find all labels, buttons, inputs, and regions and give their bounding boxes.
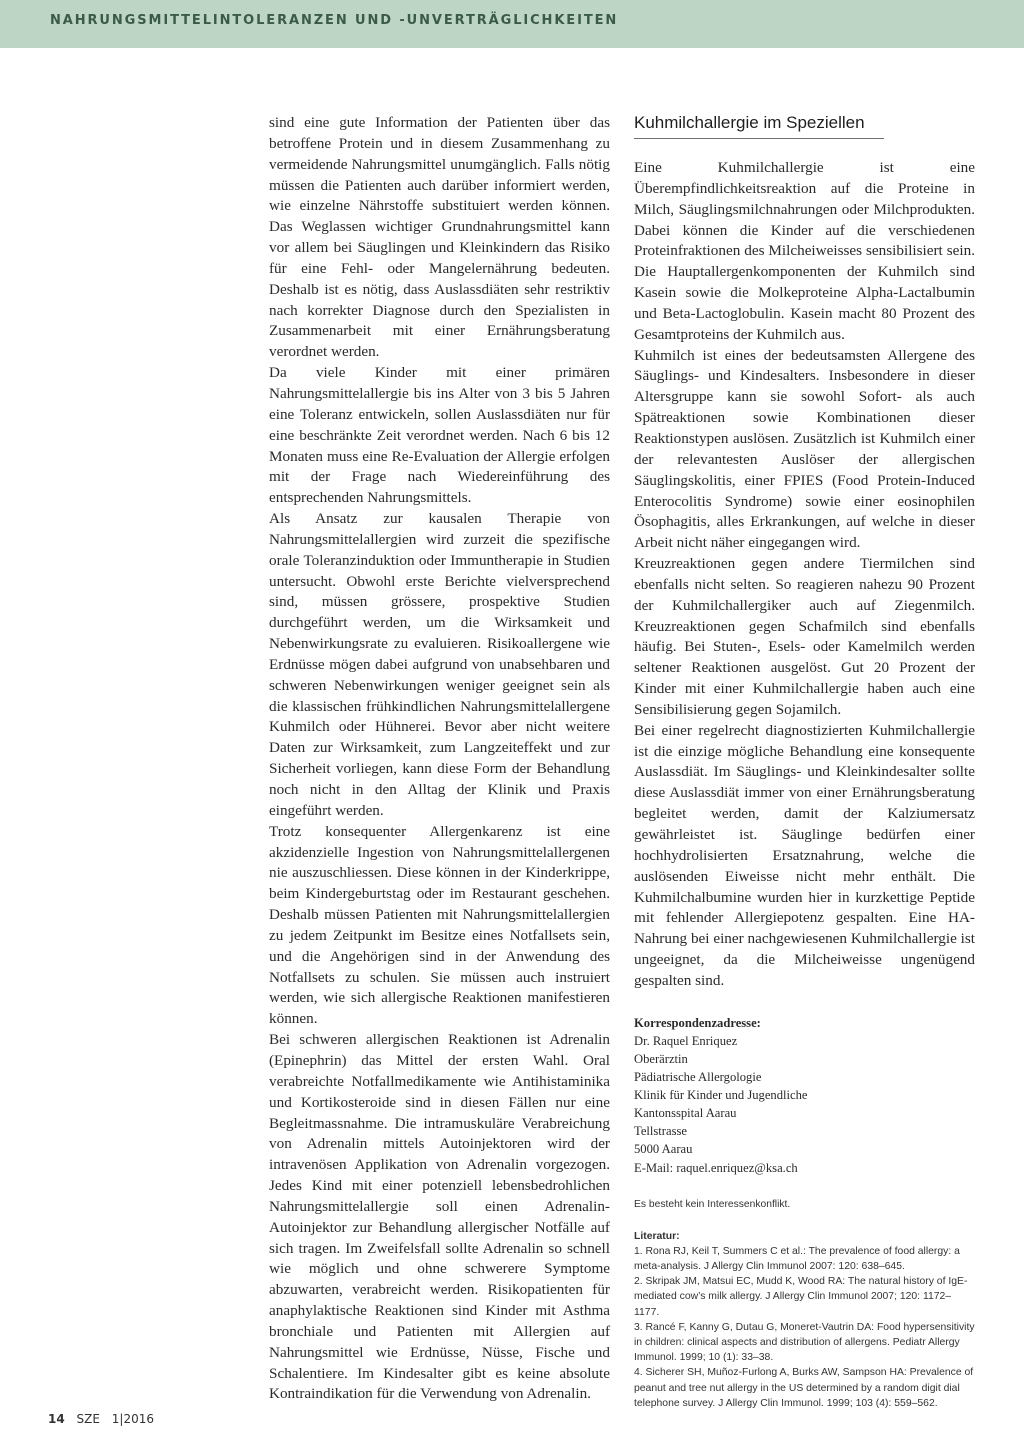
body-paragraph: Da viele Kinder mit einer primären Nahrungsmittelallergie bis ins Alter von 3 bis 5 Jahren eine Toleranz entwickeln, sollen Auslassdiäten nur für eine beschränkte Zeit verordnet werden. Nach 6 bis 12 Monaten muss eine Re-Evaluation der Allergie erfolgen mit der Frage nach Wiedereinführung des entsprechenden Nahrungsmittels. — [269, 364, 610, 507]
left-text-column — [269, 113, 610, 1405]
section-heading: Kuhmilchallergie im Speziellen — [634, 113, 884, 139]
journal-issue: 1|2016 — [111, 1412, 154, 1426]
correspondence-label: Korrespondenzadresse: — [634, 1015, 761, 1030]
right-text-column — [634, 113, 975, 1411]
page-footer — [48, 1412, 154, 1426]
address-line: Tellstrasse — [634, 1124, 687, 1139]
address-line: Oberärztin — [634, 1051, 688, 1066]
page-number: 14 — [48, 1412, 65, 1426]
reference-item: 1. Rona RJ, Keil T, Summers C et al.: The prevalence of food allergy: a meta-analysis. J Allergy Clin Immunol 2007: 120: 638–645. — [634, 1245, 960, 1272]
literature-list — [634, 1229, 975, 1411]
body-paragraph: Bei schweren allergischen Reaktionen ist Adrenalin (Epinephrin) das Mittel der ersten Wahl. Oral verabreichte Notfallmedikamente wie Antihistaminika und Kortikosteroide sind in diesen Fällen nur eine Begleitmassnahme. Die intramuskuläre Verabreichung von Adrenalin mittels Autoinjektoren wird der intravenösen Applikation von Adrenalin vorgezogen. Jedes Kind mit einer potenziell lebensbedrohlichen Nahrungsmittelallergie soll einen Adrenalin-Autoinjektor zur Behandlung allergischer Notfälle auf sich tragen. Im Zweifelsfall sollte Adrenalin so schnell wie möglich und ohne schwerere Symptome abzuwarten, verabreicht werden. Risikopatienten für anaphylaktische Reaktionen sind Kinder mit Asthma bronchiale und Patienten mit Allergien auf Nahrungsmittel wie Erdnüsse, Nüsse, Fische und Schalentiere. Im Kindesalter gibt es keine absolute Kontraindikation für die Verwendung von Adrenalin. — [269, 1031, 610, 1403]
body-paragraph: sind eine gute Information der Patienten über das betroffene Protein und in diesem Zusammenhang zu vermeidende Nahrungsmittel unumgänglich. Falls nötig müssen die Patienten auch darüber informiert werden, wie einzelne Nährstoffe substituiert werden können. Das Weglassen wichtiger Grundnahrungsmittel kann vor allem bei Säuglingen und Kleinkindern das Risiko für eine Fehl- oder Mangelernährung bedeuten. Deshalb ist es nötig, dass Auslassdiäten sehr restriktiv nach korrekter Diagnose durch den Spezialisten in Zusammenarbeit mit einer Ernährungsberatung verordnet werden. — [269, 114, 610, 361]
address-line: Klinik für Kinder und Jugendliche — [634, 1088, 808, 1103]
body-paragraph: Trotz konsequenter Allergenkarenz ist eine akzidenzielle Ingestion von Nahrungsmittelallergenen nie auszuschliessen. Diese können in der Kinderkrippe, beim Kindergeburtstag oder im Restaurant geschehen. Deshalb müssen Patienten mit Nahrungsmittelallergien zu jedem Zeitpunkt im Besitze eines Notfallsets sein, und die Angehörigen sind in der Anwendung des Notfallsets zu schulen. Sie müssen auch instruiert werden, wie sich allergische Reaktionen manifestieren können. — [269, 822, 610, 1028]
reference-item: 2. Skripak JM, Matsui EC, Mudd K, Wood RA: The natural history of IgE-mediated cow’s milk allergy. J Allergy Clin Immunol 2007; 120: 1172–1177. — [634, 1276, 968, 1318]
email-line: E-Mail: raquel.enriquez@ksa.ch — [634, 1160, 798, 1175]
address-line: Pädiatrische Allergologie — [634, 1070, 762, 1085]
journal-name: SZE — [76, 1412, 100, 1426]
body-paragraph: Kreuzreaktionen gegen andere Tiermilchen sind ebenfalls nicht selten. So reagieren nahezu 90 Prozent der Kuhmilchallergiker auch auf Ziegenmilch. Kreuzreaktionen gegen Schafmilch sind ebenfalls häufig. Bei Stuten-, Esels- oder Kamelmilch werden seltener Reaktionen ausgelöst. Gut 20 Prozent der Kinder mit einer Kuhmilchallergie haben auch eine Sensibilisierung gegen Sojamilch. — [634, 555, 975, 718]
body-paragraph: Als Ansatz zur kausalen Therapie von Nahrungsmittelallergien wird zurzeit die spezifische orale Toleranzinduktion oder Immuntherapie in Studien untersucht. Obwohl erste Berichte vielversprechend sind, müssen grössere, prospektive Studien durchgeführt werden, um die Wirksamkeit und Nebenwirkungsrate zu evaluieren. Risikoallergene wie Erdnüsse mögen dabei aufgrund von unabsehbaren und schweren Nebenwirkungen weniger geeignet sein als die klassischen frühkindlichen Nahrungsmittelallergene Kuhmilch oder Hühnerei. Bevor aber nicht weitere Daten zur Wirksamkeit, zum Langzeiteffekt und zur Sicherheit vorliegen, kann diese Form der Behandlung noch nicht in den Alltag der Klinik und Praxis eingeführt werden. — [269, 510, 610, 819]
body-paragraph: Bei einer regelrecht diagnostizierten Kuhmilchallergie ist die einzige mögliche Behandlung eine konsequente Auslassdiät. Im Säuglings- und Kleinkindesalter sollte diese Auslassdiät immer von einer Ernährungsberatung begleitet werden, damit der Kalziumersatz gewährleistet ist. Säuglinge bedürfen einer hochhydrolisierten Ersatznahrung, welche die auslösenden Eiweisse nicht mehr enthält. Die Kuhmilchalbumine wurden hier in kurzkettige Peptide mit fehlender Allergiepotenz gespalten. Eine HA-Nahrung bei einer nachgewiesenen Kuhmilchallergie ist ungeeignet, da die Milcheiweisse ungenügend gespalten sind. — [634, 721, 975, 989]
correspondence-address — [634, 1014, 975, 1177]
conflict-of-interest-note: Es besteht kein Interessenkonflikt. — [634, 1198, 791, 1210]
address-line: 5000 Aarau — [634, 1142, 693, 1157]
section-body — [634, 158, 975, 992]
address-line: Kantonsspital Aarau — [634, 1106, 737, 1121]
body-paragraph: Kuhmilch ist eines der bedeutsamsten Allergene des Säuglings- und Kindesalters. Insbesondere in dieser Altersgruppe kann sie sowohl Sofort- als auch Spätreaktionen sowie Kombinationen dieser Reaktionstypen auslösen. Zusätzlich ist Kuhmilch einer der relevantesten Auslöser der allergischen Säuglingskolitis, einer FPIES (Food Protein-Induced Enterocolitis Syndrome) sowie einer eosinophilen Ösophagitis, alles Erkrankungen, auf welche in dieser Arbeit nicht näher eingegangen wird. — [634, 346, 975, 552]
running-header-band — [0, 0, 1024, 48]
address-line: Dr. Raquel Enriquez — [634, 1033, 738, 1048]
body-paragraph: Eine Kuhmilchallergie ist eine Überempfindlichkeitsreaktion auf die Proteine in Milch, Säuglingsmilchnahrungen oder Milchprodukten. Dabei können die Kinder auf die verschiedenen Proteinfraktionen des Milcheiweisses sensibilisiert sein. Die Hauptallergenkomponenten der Kuhmilch sind Kasein sowie die Molkeproteine Alpha-Lactalbumin und Beta-Lactoglobulin. Kasein macht 80 Prozent des Gesamtproteins der Kuhmilch aus. — [634, 159, 975, 343]
reference-item: 4. Sicherer SH, Muñoz-Furlong A, Burks AW, Sampson HA: Prevalence of peanut and tree nut allergy in the US determined by a random digit dial telephone survey. J Allergy Clin Immunol. 1999; 103 (4): 559–562. — [634, 1367, 974, 1409]
literature-label: Literatur: — [634, 1230, 680, 1242]
reference-item: 3. Rancé F, Kanny G, Dutau G, Moneret-Vautrin DA: Food hypersensitivity in children: clinical aspects and distribution of allergens. Pediatr Allergy Immunol. 1999; 10 (1): 33–38. — [634, 1321, 975, 1364]
running-header-title: NAHRUNGSMITTELINTOLERANZEN UND -UNVERTRÄGLICHKEITEN — [50, 13, 619, 28]
